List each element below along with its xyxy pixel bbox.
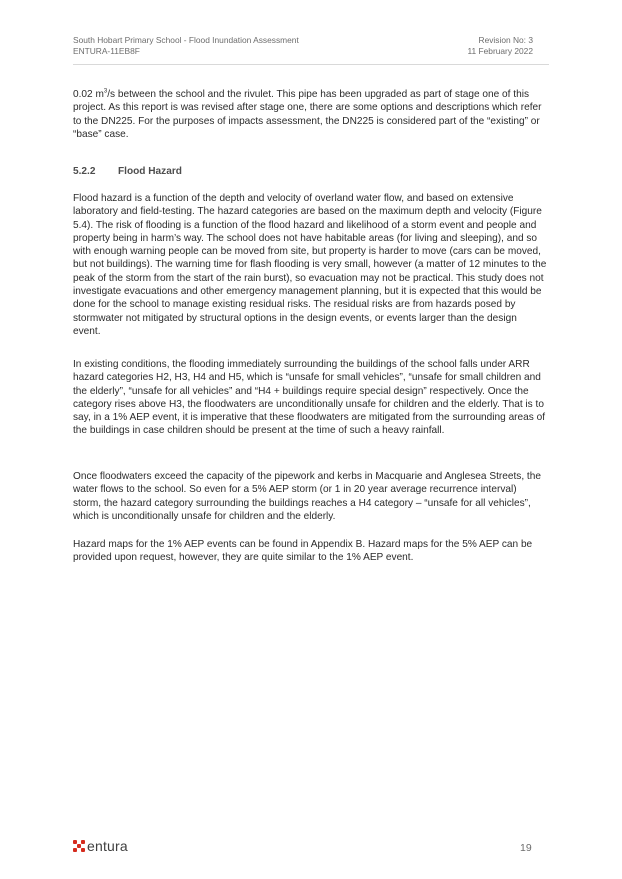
header-right (468, 35, 534, 57)
document-date: 11 February 2022 (467, 46, 533, 56)
footer-logo (73, 838, 128, 854)
section-title: Flood Hazard (118, 166, 182, 177)
body-paragraph-4: Hazard maps for the 1% AEP events can be found in Appendix B. Hazard maps for the 5% AEP can be provided upon request, however, they are quite similar to the 1% AEP event. (73, 539, 533, 564)
document-id: ENTURA-11EB8F (73, 46, 140, 56)
section-number: 5.2.2 (73, 166, 96, 177)
logo-text: entura (87, 838, 128, 854)
intro-pre: 0.02 m (73, 89, 104, 100)
intro-superscript: 3 (103, 88, 108, 95)
body-paragraph-1: Flood hazard is a function of the depth and velocity of overland water flow, and based on extensive laboratory and field-testing. The hazard categories are based on the maximum depth and velocity (Figure 5.4). The risk of flooding is a function of the flood hazard and likelihood of a storm event and people and property being in harm’s way. The school does not have habitable areas (for living and sleeping), and so with enough warning people can be moved from site, but property is harder to move (cars can be moved, but not buildings). The warning time for flash flooding is very small, however (a matter of 12 minutes to the peak of the storm from the start of the rain burst), so evacuation may not be practical. This study does not investigate evacuations and other emergency management planning, but it is expected that this would be done for the school to manage existing residual risks. The residual risks are from hazards posed by stormwater not mitigated by structural options in the design events, or events larger than the design event. (73, 193, 547, 337)
intro-paragraph (73, 88, 547, 141)
revision-number: Revision No: 3 (478, 35, 533, 45)
intro-post: /s between the school and the rivulet. This pipe has been upgraded as part of stage one of this project. As this report is was revised after stage one, there are some options and descriptions which refer to the DN225. For the purposes of impacts assessment, the DN225 is considered part of the “existing” or “base” case. (73, 89, 542, 140)
body-paragraph-3: Once floodwaters exceed the capacity of the pipework and kerbs in Macquarie and Anglesea Streets, the water flows to the school. So even for a 5% AEP storm (or 1 in 20 year average recurrence interval) storm, the hazard category surrounding the buildings reaches a H4 category – “unsafe for all vehicles”, which is unconditionally unsafe for children and the elderly. (73, 471, 541, 522)
section-heading (73, 166, 182, 177)
entura-logo-mark-icon (73, 840, 85, 852)
body-paragraph-2: In existing conditions, the flooding immediately surrounding the buildings of the school falls under ARR hazard categories H2, H3, H4 and H5, which is “unsafe for small vehicles”, “unsafe for small children and the elderly”, “unsafe for all vehicles” and “H4 + buildings require special design” respectively. Once the category rises above H3, the floodwaters are unconditionally unsafe for children and the elderly. That is to say, in a 1% AEP event, it is imperative that these floodwaters are mitigated from the surrounding areas of the buildings in case children should be present at the time of such a heavy rainfall. (73, 359, 546, 437)
header-left (73, 35, 299, 57)
document-title: South Hobart Primary School - Flood Inundation Assessment (73, 35, 299, 45)
page-number: 19 (520, 842, 532, 854)
header-divider (73, 64, 549, 65)
